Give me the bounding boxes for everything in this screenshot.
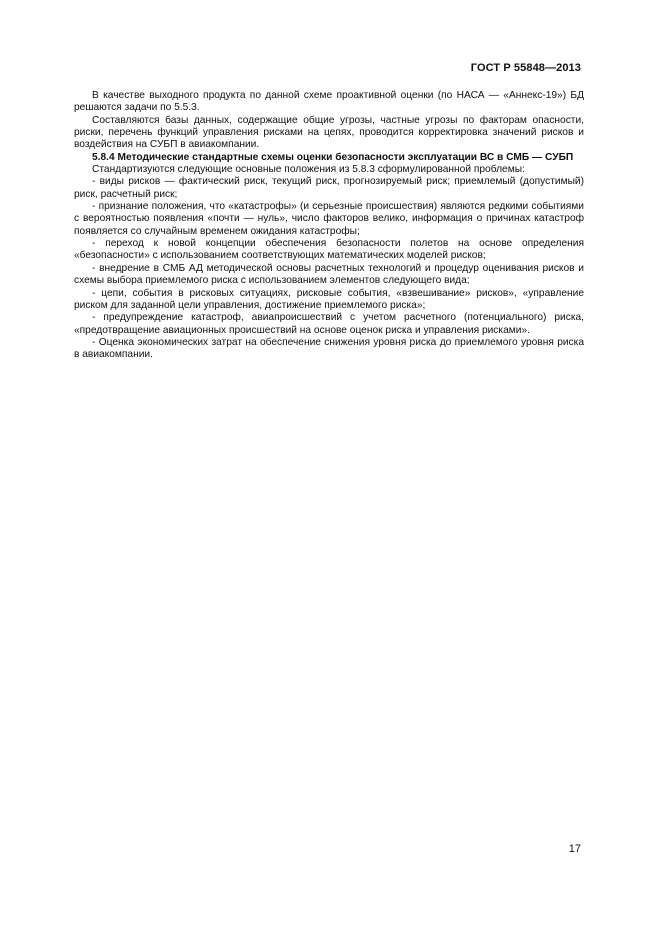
paragraph: В качестве выходного продукта по данной схеме проактивной оценки (по НАСА — «Аннекс-19») БД решаются задачи по 5.5.3. [74, 90, 584, 114]
page-number: 17 [568, 843, 581, 855]
paragraph: Стандартизуются следующие основные положения из 5.8.3 сформулированной проблемы: [92, 164, 525, 176]
document-code: ГОСТ Р 55848—2013 [470, 62, 581, 74]
list-item: - признание положения, что «катастрофы» (и серьезные происшествия) являются редкими событиями с вероятностью появления «почти — нуль», число факторов велико, информация о причинах катастроф появляется со случайным временем ожидания катастрофы; [74, 201, 584, 237]
section-heading: 5.8.4 Методические стандартные схемы оценки безопасности эксплуатации ВС в СМБ — СУБП [92, 151, 574, 163]
document-body [74, 90, 584, 362]
list-item: - Оценка экономических затрат на обеспечение снижения уровня риска до приемлемого уровня риска в авиакомпании. [74, 336, 584, 361]
list-item: - переход к новой концепции обеспечения безопасности полетов на основе определения «безопасности» с использованием соответствующих математических моделей рисков; [74, 238, 584, 262]
list-item: - виды рисков — фактический риск, текущий риск, прогнозируемый риск; приемлемый (допустимый) риск, расчетный риск; [74, 176, 584, 200]
list-item: - внедрение в СМБ АД методической основы расчетных технологий и процедур оценивания рисков и схемы выбора приемлемого риска с использованием элементов следующего вида; [74, 262, 584, 287]
list-item: - цепи, события в рисковых ситуациях, рисковые события, «взвешивание» рисков», «управление риском для заданной цели управления, достижение приемлемого риска»; [74, 287, 584, 311]
list-item: - предупреждение катастроф, авиапроисшествий с учетом расчетного (потенциального) риска, «предотвращение авиационных происшествий на основе оценок риска и управления рисками». [74, 312, 584, 336]
paragraph: Составляются базы данных, содержащие общие угрозы, частные угрозы по факторам опасности, риски, перечень функций управления рисками на цепях, проводится корректировка значений рисков и воздействия на СУБП в авиакомпании. [74, 114, 584, 151]
